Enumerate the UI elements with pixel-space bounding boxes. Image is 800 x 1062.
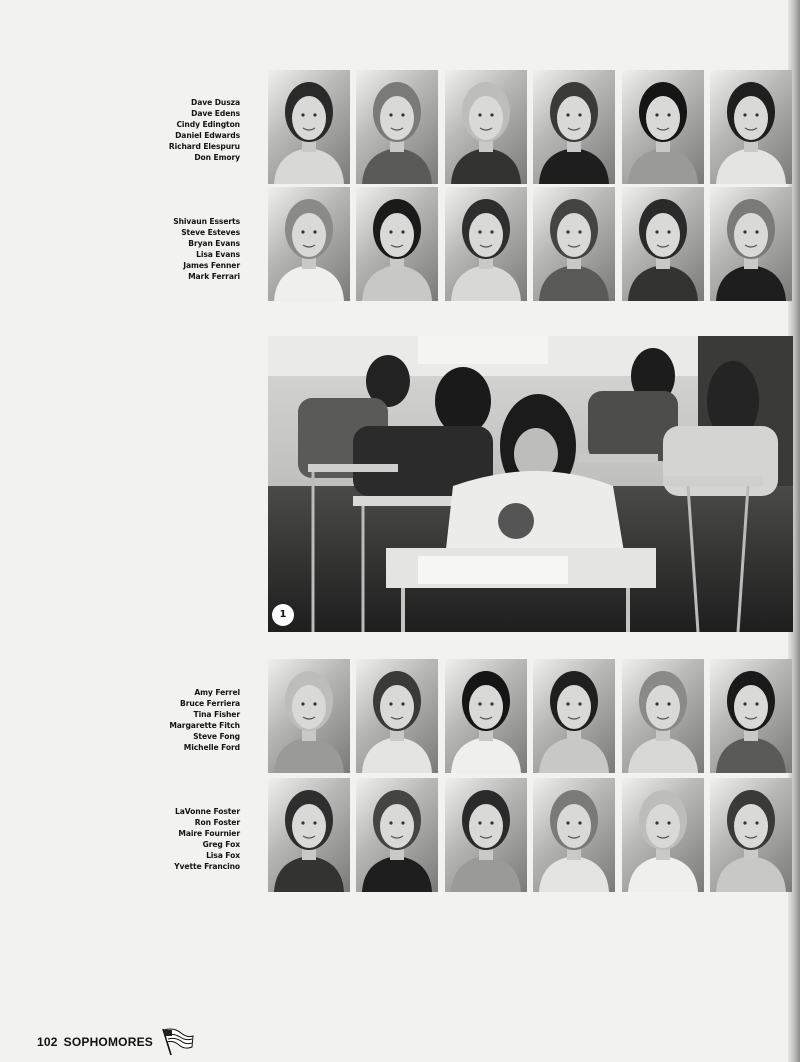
student-name: Steve Esteves (181, 228, 240, 238)
portrait-row-2 (268, 187, 792, 307)
student-name: Richard Elespuru (168, 142, 240, 152)
student-portrait (268, 187, 350, 301)
portrait-silhouette (622, 778, 704, 892)
student-portrait (710, 187, 792, 301)
name-list-group-1 (150, 97, 240, 164)
student-portrait (710, 70, 792, 184)
student-name: Mark Ferrari (188, 272, 240, 282)
student-name: Michelle Ford (183, 743, 240, 753)
student-name: Yvette Francino (174, 862, 240, 872)
name-list-group-2 (150, 216, 240, 283)
student-portrait (622, 659, 704, 773)
photo-number-badge: 1 (272, 604, 294, 626)
student-name: Lisa Fox (206, 851, 240, 861)
student-name: Dave Edens (191, 109, 240, 119)
section-title: SOPHOMORES (63, 1035, 153, 1049)
portrait-silhouette (356, 778, 438, 892)
student-portrait (533, 778, 615, 892)
portrait-silhouette (268, 70, 350, 184)
page-number: 102 (37, 1035, 58, 1049)
portrait-silhouette (445, 778, 527, 892)
portrait-silhouette (710, 187, 792, 301)
flag-icon (159, 1027, 195, 1057)
portrait-row-4 (268, 778, 792, 898)
student-portrait (622, 70, 704, 184)
student-name: Cindy Edington (176, 120, 240, 130)
portrait-row-3 (268, 659, 792, 779)
student-portrait (268, 659, 350, 773)
page-footer (37, 1027, 195, 1057)
student-portrait (533, 659, 615, 773)
classroom-photo (268, 336, 793, 632)
student-name: Margarette Fitch (169, 721, 240, 731)
portrait-silhouette (268, 187, 350, 301)
portrait-silhouette (533, 659, 615, 773)
student-portrait (533, 187, 615, 301)
student-name: Daniel Edwards (175, 131, 240, 141)
portrait-silhouette (268, 659, 350, 773)
portrait-silhouette (533, 187, 615, 301)
name-list-group-3 (150, 687, 240, 754)
portrait-silhouette (533, 70, 615, 184)
student-name: Tina Fisher (193, 710, 240, 720)
student-portrait (622, 778, 704, 892)
portrait-silhouette (622, 659, 704, 773)
student-portrait (533, 70, 615, 184)
portrait-row-1 (268, 70, 792, 190)
student-name: James Fenner (183, 261, 240, 271)
student-portrait (445, 187, 527, 301)
portrait-silhouette (710, 778, 792, 892)
student-portrait (356, 70, 438, 184)
portrait-silhouette (622, 70, 704, 184)
student-portrait (445, 70, 527, 184)
student-name: Lisa Evans (196, 250, 240, 260)
portrait-silhouette (622, 187, 704, 301)
student-name: Bryan Evans (188, 239, 240, 249)
name-list-group-4 (150, 806, 240, 873)
portrait-silhouette (710, 659, 792, 773)
portrait-silhouette (356, 659, 438, 773)
student-portrait (445, 659, 527, 773)
student-portrait (710, 659, 792, 773)
portrait-silhouette (710, 70, 792, 184)
student-portrait (268, 778, 350, 892)
student-name: Amy Ferrel (194, 688, 240, 697)
student-name: Greg Fox (202, 840, 240, 850)
student-name: LaVonne Foster (175, 807, 240, 816)
student-portrait (356, 659, 438, 773)
student-portrait (356, 778, 438, 892)
portrait-silhouette (533, 778, 615, 892)
student-name: Dave Dusza (191, 98, 240, 107)
student-portrait (268, 70, 350, 184)
portrait-silhouette (445, 70, 527, 184)
portrait-silhouette (356, 70, 438, 184)
portrait-silhouette (445, 187, 527, 301)
student-name: Maire Fournier (178, 829, 240, 839)
portrait-silhouette (268, 778, 350, 892)
portrait-silhouette (445, 659, 527, 773)
student-portrait (356, 187, 438, 301)
student-name: Steve Fong (193, 732, 240, 742)
student-name: Shivaun Esserts (173, 217, 240, 226)
student-portrait (445, 778, 527, 892)
student-name: Ron Foster (194, 818, 240, 828)
student-portrait (710, 778, 792, 892)
student-name: Don Emory (194, 153, 240, 163)
portrait-silhouette (356, 187, 438, 301)
student-portrait (622, 187, 704, 301)
student-name: Bruce Ferriera (180, 699, 240, 709)
classroom-scene (268, 336, 793, 632)
